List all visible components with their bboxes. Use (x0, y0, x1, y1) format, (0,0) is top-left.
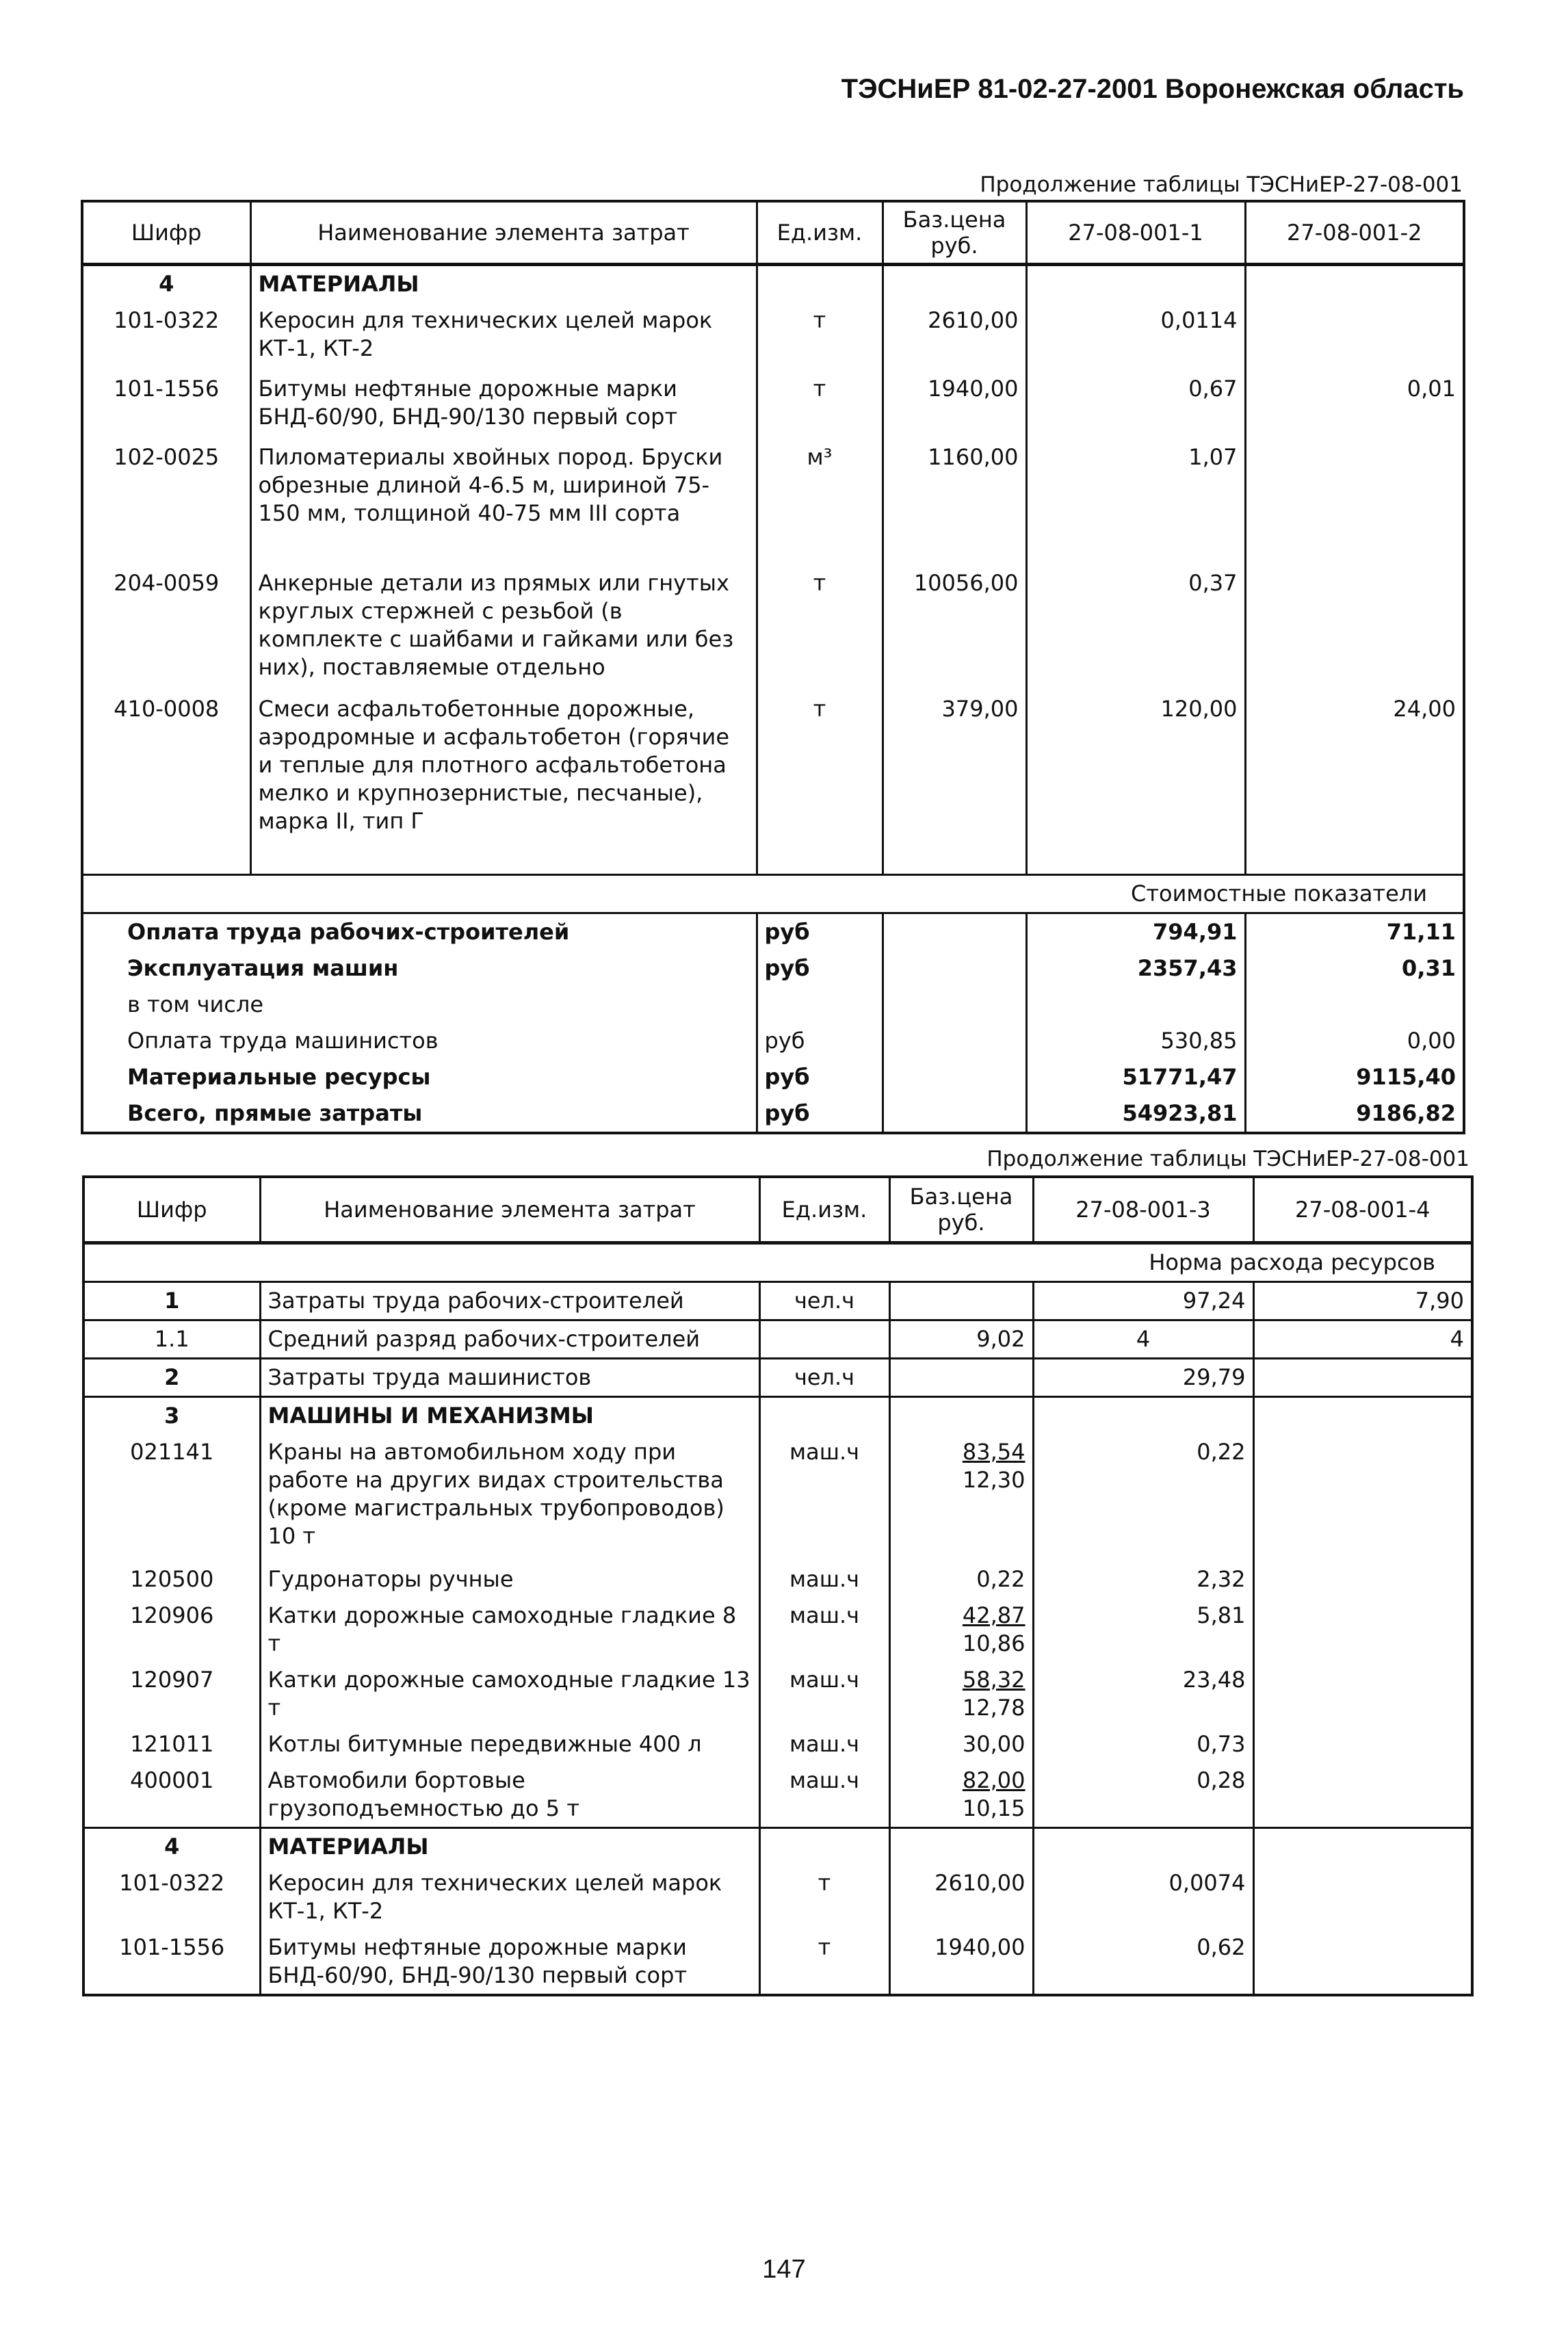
row-unit (759, 1320, 889, 1358)
row-code: 1 (164, 1287, 180, 1314)
row-name: Смеси асфальтобетонные дорожные, аэродромные и асфальтобетон (горячие и теплые для плотного асфальтобетона мелко и крупнозернистые, песчаные), марка II, тип Г (250, 691, 757, 874)
cost-row (82, 987, 1464, 1023)
col-header-name: Наименование элемента затрат (260, 1177, 759, 1242)
table-row (83, 1865, 1472, 1929)
row-price: 1940,00 (889, 1929, 1033, 1995)
price-main: 82,00 (962, 1767, 1025, 1793)
row-value-2 (1253, 1561, 1472, 1598)
row-value-1: 0,37 (1026, 565, 1245, 691)
cost-value-2: 0,00 (1245, 1023, 1464, 1059)
row-unit: чел.ч (759, 1281, 889, 1320)
col-header-price: Баз.цена руб. (883, 201, 1026, 265)
cost-header: Стоимостные показатели (82, 874, 1464, 913)
cost-value-1 (1026, 987, 1245, 1023)
table1-caption: Продолжение таблицы ТЭСНиЕР-27-08-001 (980, 172, 1463, 197)
row-value-2 (1245, 302, 1464, 371)
cost-value-2: 9186,82 (1245, 1095, 1464, 1133)
row-name: Средний разряд рабочих-строителей (260, 1320, 759, 1358)
table-row (83, 1281, 1472, 1320)
row-unit: т (759, 1929, 889, 1995)
col-header-code: Шифр (82, 201, 250, 265)
section-code: 3 (83, 1396, 260, 1434)
row-unit: маш.ч (759, 1662, 889, 1726)
row-price: 2610,00 (889, 1865, 1033, 1929)
row-price: 9,02 (889, 1320, 1033, 1358)
row-value-2 (1253, 1762, 1472, 1828)
price-operator-wage: 10,86 (962, 1630, 1025, 1656)
table-row (83, 1434, 1472, 1561)
cost-value-2: 0,31 (1245, 950, 1464, 987)
row-value-2 (1253, 1358, 1472, 1396)
cost-row (82, 1023, 1464, 1059)
row-code: 120906 (130, 1602, 214, 1628)
row-name: Анкерные детали из прямых или гнутых круглых стержней с резьбой (в комплекте с шайбами и гайками или без них), поставляемые отдельно (250, 565, 757, 691)
table1-header-row (82, 201, 1464, 265)
cost-value-2: 9115,40 (1245, 1059, 1464, 1095)
row-unit: маш.ч (759, 1598, 889, 1662)
row-code: 101-1556 (114, 376, 220, 402)
row-code: 204-0059 (114, 570, 220, 596)
row-code: 120907 (130, 1666, 214, 1693)
row-code: 400001 (130, 1767, 214, 1793)
cost-label: Всего, прямые затраты (82, 1095, 757, 1133)
row-unit: чел.ч (759, 1358, 889, 1396)
cost-value-1: 2357,43 (1026, 950, 1245, 987)
row-code: 101-0322 (114, 307, 220, 333)
row-price: 1160,00 (883, 439, 1026, 565)
price-main: 42,87 (962, 1602, 1025, 1628)
section-name: МАШИНЫ И МЕХАНИЗМЫ (260, 1396, 759, 1434)
row-unit: т (757, 691, 883, 874)
col-header-name: Наименование элемента затрат (250, 201, 757, 265)
cost-label: Оплата труда машинистов (127, 1027, 439, 1054)
row-price (889, 1662, 1033, 1726)
row-value-2 (1245, 439, 1464, 565)
cost-value-1: 54923,81 (1026, 1095, 1245, 1133)
row-unit: т (757, 565, 883, 691)
cost-value-2: 71,11 (1245, 913, 1464, 950)
table-row (83, 1929, 1472, 1995)
row-name: Керосин для технических целей марок КТ-1, КТ-2 (250, 302, 757, 371)
cost-value-1: 530,85 (1026, 1023, 1245, 1059)
cost-label: Эксплуатация машин (127, 954, 399, 981)
cost-row-total (82, 1095, 1464, 1133)
table-row (83, 1662, 1472, 1726)
norm-header-row (83, 1242, 1472, 1281)
row-unit: маш.ч (759, 1561, 889, 1598)
cost-value-1: 794,91 (1026, 913, 1245, 950)
row-value-1: 0,62 (1033, 1929, 1253, 1995)
row-value-1: 0,22 (1033, 1434, 1253, 1561)
row-price: 10056,00 (883, 565, 1026, 691)
table-row (82, 371, 1464, 439)
row-name: Битумы нефтяные дорожные марки БНД-60/90, БНД-90/130 первый сорт (260, 1929, 759, 1995)
cost-unit: руб (757, 950, 883, 987)
row-name: Котлы битумные передвижные 400 л (260, 1726, 759, 1762)
row-code: 2 (83, 1358, 260, 1396)
row-value-1: 4 (1033, 1320, 1253, 1358)
row-value-1: 120,00 (1026, 691, 1245, 874)
row-unit: т (757, 302, 883, 371)
table-row (83, 1358, 1472, 1396)
row-value-1: 1,07 (1026, 439, 1245, 565)
cost-label: Оплата труда рабочих-строителей (127, 918, 570, 945)
row-price: 30,00 (889, 1726, 1033, 1762)
table-row (82, 565, 1464, 691)
row-price: 0,22 (889, 1561, 1033, 1598)
table-row (83, 1726, 1472, 1762)
row-price: 2610,00 (883, 302, 1026, 371)
row-price (889, 1358, 1033, 1396)
col-header-price: Баз.цена руб. (889, 1177, 1033, 1242)
row-unit: т (757, 371, 883, 439)
row-value-1: 29,79 (1033, 1358, 1253, 1396)
price-main: 58,32 (962, 1666, 1025, 1693)
row-name: Гудронаторы ручные (260, 1561, 759, 1598)
price-operator-wage: 12,30 (962, 1466, 1025, 1493)
col-header-variant-4: 27-08-001-4 (1253, 1177, 1472, 1242)
cost-value-2 (1245, 987, 1464, 1023)
section-name: МАТЕРИАЛЫ (250, 265, 757, 303)
row-value-2 (1245, 565, 1464, 691)
table-row (83, 1762, 1472, 1828)
cost-unit: руб (757, 1023, 883, 1059)
row-value-1: 0,73 (1033, 1726, 1253, 1762)
row-name: Катки дорожные самоходные гладкие 13 т (260, 1662, 759, 1726)
col-header-unit: Ед.изм. (759, 1177, 889, 1242)
row-value-1: 2,32 (1033, 1561, 1253, 1598)
cost-row (82, 913, 1464, 950)
section-row (82, 265, 1464, 303)
resource-table-2 (82, 1175, 1474, 1996)
col-header-unit: Ед.изм. (757, 201, 883, 265)
document-title: ТЭСНиЕР 81-02-27-2001 Воронежская область (841, 74, 1464, 104)
col-header-variant-3: 27-08-001-3 (1033, 1177, 1253, 1242)
row-value-1: 97,24 (1033, 1281, 1253, 1320)
row-name: Затраты труда рабочих-строителей (260, 1281, 759, 1320)
row-code: 121011 (130, 1730, 214, 1757)
row-value-2 (1253, 1865, 1472, 1929)
section-code: 4 (83, 1827, 260, 1865)
row-unit: маш.ч (759, 1762, 889, 1828)
price-operator-wage: 10,15 (962, 1795, 1025, 1821)
row-code: 410-0008 (114, 696, 220, 722)
table-row (83, 1561, 1472, 1598)
section-row (83, 1827, 1472, 1865)
row-name: Затраты труда машинистов (260, 1358, 759, 1396)
table-row (82, 691, 1464, 874)
row-value-2 (1253, 1434, 1472, 1561)
cost-value-1: 51771,47 (1026, 1059, 1245, 1095)
row-unit: маш.ч (759, 1434, 889, 1561)
row-value-2: 4 (1253, 1320, 1472, 1358)
cost-header-row (82, 874, 1464, 913)
row-unit: т (759, 1865, 889, 1929)
row-value-2: 24,00 (1245, 691, 1464, 874)
section-row (83, 1396, 1472, 1434)
row-value-2: 0,01 (1245, 371, 1464, 439)
cost-unit: руб (757, 1095, 883, 1133)
price-operator-wage: 12,78 (962, 1694, 1025, 1721)
row-value-1: 23,48 (1033, 1662, 1253, 1726)
row-price (889, 1598, 1033, 1662)
section-code: 4 (159, 271, 174, 297)
row-code: 021141 (130, 1438, 214, 1465)
row-price (889, 1762, 1033, 1828)
table2-caption: Продолжение таблицы ТЭСНиЕР-27-08-001 (986, 1147, 1469, 1171)
col-header-variant-2: 27-08-001-2 (1245, 201, 1464, 265)
row-price: 379,00 (883, 691, 1026, 874)
row-code: 101-0322 (119, 1869, 225, 1896)
table-row (83, 1320, 1472, 1358)
row-price (889, 1434, 1033, 1561)
row-name: Пиломатериалы хвойных пород. Бруски обрезные длиной 4-6.5 м, шириной 75-150 мм, толщиной 40-75 мм III сорта (250, 439, 757, 565)
row-price (889, 1281, 1033, 1320)
row-value-1: 0,67 (1026, 371, 1245, 439)
row-price: 1940,00 (883, 371, 1026, 439)
row-value-1: 0,28 (1033, 1762, 1253, 1828)
resource-table-1 (81, 200, 1465, 1134)
row-value-1: 0,0074 (1033, 1865, 1253, 1929)
cost-unit: руб (757, 913, 883, 950)
row-code: 1.1 (83, 1320, 260, 1358)
row-name: Автомобили бортовые грузоподъемностью до 5 т (260, 1762, 759, 1828)
row-name: Керосин для технических целей марок КТ-1, КТ-2 (260, 1865, 759, 1929)
cost-unit (757, 987, 883, 1023)
page-number: 147 (762, 2255, 806, 2284)
section-name: МАТЕРИАЛЫ (260, 1827, 759, 1865)
cost-row (82, 950, 1464, 987)
row-unit: м³ (757, 439, 883, 565)
price-main: 83,54 (962, 1438, 1025, 1465)
row-code: 120500 (130, 1565, 214, 1592)
row-unit: маш.ч (759, 1726, 889, 1762)
row-name: Катки дорожные самоходные гладкие 8 т (260, 1598, 759, 1662)
row-code: 102-0025 (114, 444, 220, 470)
table-row (82, 302, 1464, 371)
cost-label: в том числе (127, 991, 263, 1017)
row-name: Битумы нефтяные дорожные марки БНД-60/90, БНД-90/130 первый сорт (250, 371, 757, 439)
row-value-2 (1253, 1662, 1472, 1726)
row-value-2 (1253, 1929, 1472, 1995)
table-row (82, 439, 1464, 565)
row-value-2: 7,90 (1253, 1281, 1472, 1320)
row-code: 101-1556 (119, 1933, 225, 1960)
cost-unit: руб (757, 1059, 883, 1095)
row-value-2 (1253, 1598, 1472, 1662)
row-value-1: 0,0114 (1026, 302, 1245, 371)
norm-header: Норма расхода ресурсов (83, 1242, 1472, 1281)
col-header-code: Шифр (83, 1177, 260, 1242)
row-value-1: 5,81 (1033, 1598, 1253, 1662)
cost-label: Материальные ресурсы (127, 1063, 431, 1090)
col-header-variant-1: 27-08-001-1 (1026, 201, 1245, 265)
row-value-2 (1253, 1726, 1472, 1762)
row-name: Краны на автомобильном ходу при работе на других видах строительства (кроме магистральных трубопроводов) 10 т (260, 1434, 759, 1561)
cost-row (82, 1059, 1464, 1095)
table-row (83, 1598, 1472, 1662)
table2-header-row (83, 1177, 1472, 1242)
